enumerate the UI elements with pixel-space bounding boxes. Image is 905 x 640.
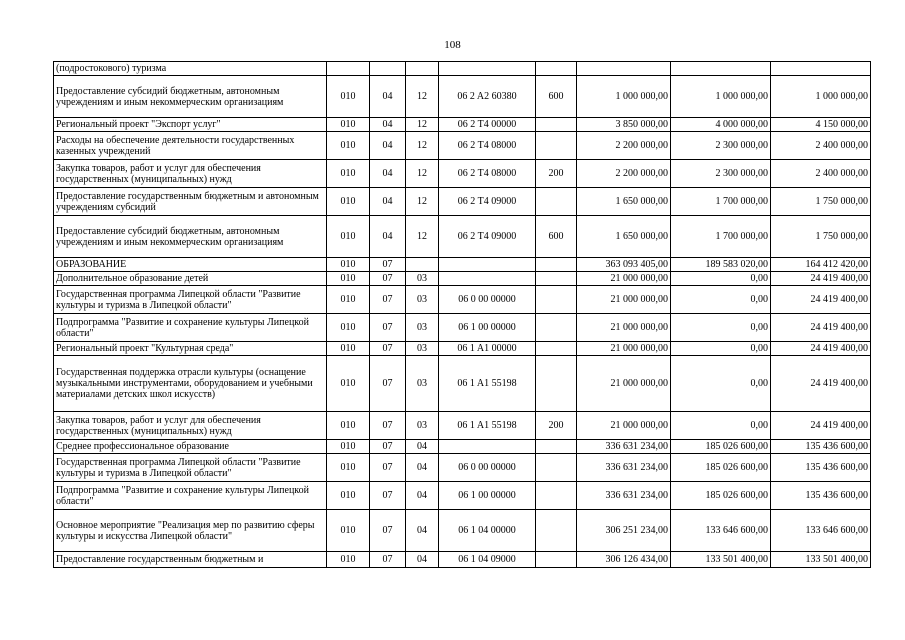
- target-article-cell: 06 1 00 00000: [439, 482, 536, 510]
- section-code-cell: 07: [370, 272, 406, 286]
- admin-code-cell: 010: [327, 160, 370, 188]
- target-article-cell: 06 0 00 00000: [439, 286, 536, 314]
- subsection-code-cell: 03: [406, 314, 439, 342]
- admin-code-cell: 010: [327, 314, 370, 342]
- expense-type-cell: [536, 272, 577, 286]
- expense-type-cell: [536, 118, 577, 132]
- row-name-cell: Расходы на обеспечение деятельности государственных казенных учреждений: [54, 132, 327, 160]
- subsection-code-cell: 03: [406, 342, 439, 356]
- amount-year1-cell: 21 000 000,00: [577, 356, 671, 412]
- subsection-code-cell: 04: [406, 482, 439, 510]
- expense-type-cell: 200: [536, 160, 577, 188]
- amount-year2-cell: 0,00: [671, 272, 771, 286]
- amount-year1-cell: 2 200 000,00: [577, 160, 671, 188]
- subsection-code-cell: 12: [406, 132, 439, 160]
- target-article-cell: [439, 258, 536, 272]
- row-name-cell: Дополнительное образование детей: [54, 272, 327, 286]
- row-name-cell: Подпрограмма "Развитие и сохранение культуры Липецкой области": [54, 314, 327, 342]
- section-code-cell: 07: [370, 314, 406, 342]
- amount-year3-cell: 1 750 000,00: [771, 216, 871, 258]
- table-row: [54, 272, 871, 286]
- amount-year2-cell: 1 700 000,00: [671, 216, 771, 258]
- section-code-cell: 07: [370, 482, 406, 510]
- section-code-cell: [370, 62, 406, 76]
- expense-type-cell: 600: [536, 76, 577, 118]
- subsection-code-cell: 04: [406, 454, 439, 482]
- section-code-cell: 07: [370, 454, 406, 482]
- target-article-cell: 06 2 A2 60380: [439, 76, 536, 118]
- amount-year1-cell: 1 000 000,00: [577, 76, 671, 118]
- amount-year2-cell: 0,00: [671, 286, 771, 314]
- row-name-cell: (подростокового) туризма: [54, 62, 327, 76]
- row-name-cell: ОБРАЗОВАНИЕ: [54, 258, 327, 272]
- admin-code-cell: 010: [327, 510, 370, 552]
- expense-type-cell: [536, 552, 577, 568]
- target-article-cell: 06 1 04 00000: [439, 510, 536, 552]
- table-row: [54, 314, 871, 342]
- amount-year3-cell: 135 436 600,00: [771, 454, 871, 482]
- amount-year3-cell: 135 436 600,00: [771, 482, 871, 510]
- expense-type-cell: [536, 482, 577, 510]
- amount-year3-cell: 1 000 000,00: [771, 76, 871, 118]
- target-article-cell: 06 1 A1 00000: [439, 342, 536, 356]
- section-code-cell: 07: [370, 258, 406, 272]
- expense-type-cell: [536, 286, 577, 314]
- admin-code-cell: 010: [327, 272, 370, 286]
- amount-year1-cell: 306 251 234,00: [577, 510, 671, 552]
- table-body: [54, 62, 871, 568]
- row-name-cell: Предоставление субсидий бюджетным, автономным учреждениям и иным некоммерческим организациям: [54, 76, 327, 118]
- expense-type-cell: 600: [536, 216, 577, 258]
- admin-code-cell: 010: [327, 440, 370, 454]
- amount-year1-cell: 2 200 000,00: [577, 132, 671, 160]
- amount-year1-cell: 21 000 000,00: [577, 272, 671, 286]
- row-name-cell: Предоставление субсидий бюджетным, автономным учреждениям и иным некоммерческим организациям: [54, 216, 327, 258]
- admin-code-cell: 010: [327, 286, 370, 314]
- amount-year3-cell: [771, 62, 871, 76]
- row-name-cell: Предоставление государственным бюджетным и: [54, 552, 327, 568]
- table-row: [54, 356, 871, 412]
- admin-code-cell: 010: [327, 76, 370, 118]
- subsection-code-cell: 12: [406, 118, 439, 132]
- section-code-cell: 07: [370, 286, 406, 314]
- amount-year3-cell: 24 419 400,00: [771, 356, 871, 412]
- amount-year2-cell: 0,00: [671, 342, 771, 356]
- amount-year1-cell: 336 631 234,00: [577, 454, 671, 482]
- section-code-cell: 07: [370, 440, 406, 454]
- amount-year1-cell: 1 650 000,00: [577, 188, 671, 216]
- amount-year1-cell: [577, 62, 671, 76]
- amount-year2-cell: 2 300 000,00: [671, 160, 771, 188]
- budget-table: [53, 61, 871, 568]
- section-code-cell: 04: [370, 132, 406, 160]
- table-row: [54, 440, 871, 454]
- expense-type-cell: [536, 258, 577, 272]
- amount-year3-cell: 164 412 420,00: [771, 258, 871, 272]
- row-name-cell: Подпрограмма "Развитие и сохранение культуры Липецкой области": [54, 482, 327, 510]
- amount-year2-cell: 1 000 000,00: [671, 76, 771, 118]
- table-row: [54, 118, 871, 132]
- subsection-code-cell: 03: [406, 412, 439, 440]
- table-row: [54, 160, 871, 188]
- section-code-cell: 04: [370, 188, 406, 216]
- target-article-cell: [439, 272, 536, 286]
- amount-year1-cell: 336 631 234,00: [577, 482, 671, 510]
- target-article-cell: 06 2 T4 08000: [439, 160, 536, 188]
- amount-year2-cell: 4 000 000,00: [671, 118, 771, 132]
- table-row: [54, 342, 871, 356]
- subsection-code-cell: 12: [406, 216, 439, 258]
- target-article-cell: 06 2 T4 00000: [439, 118, 536, 132]
- amount-year3-cell: 24 419 400,00: [771, 314, 871, 342]
- target-article-cell: 06 2 T4 08000: [439, 132, 536, 160]
- amount-year3-cell: 24 419 400,00: [771, 286, 871, 314]
- amount-year2-cell: 189 583 020,00: [671, 258, 771, 272]
- table-row: [54, 412, 871, 440]
- row-name-cell: Предоставление государственным бюджетным и автономным учреждениям субсидий: [54, 188, 327, 216]
- subsection-code-cell: 04: [406, 440, 439, 454]
- table-row: [54, 76, 871, 118]
- subsection-code-cell: [406, 258, 439, 272]
- amount-year1-cell: 21 000 000,00: [577, 314, 671, 342]
- amount-year1-cell: 21 000 000,00: [577, 412, 671, 440]
- amount-year3-cell: 24 419 400,00: [771, 272, 871, 286]
- section-code-cell: 04: [370, 76, 406, 118]
- amount-year2-cell: [671, 62, 771, 76]
- amount-year2-cell: 0,00: [671, 314, 771, 342]
- amount-year1-cell: 3 850 000,00: [577, 118, 671, 132]
- table-row: [54, 132, 871, 160]
- table-row: [54, 188, 871, 216]
- amount-year3-cell: 133 646 600,00: [771, 510, 871, 552]
- page-number: 108: [444, 39, 461, 51]
- row-name-cell: Закупка товаров, работ и услуг для обеспечения государственных (муниципальных) нужд: [54, 412, 327, 440]
- expense-type-cell: [536, 188, 577, 216]
- amount-year1-cell: 306 126 434,00: [577, 552, 671, 568]
- table-row: [54, 286, 871, 314]
- subsection-code-cell: 12: [406, 160, 439, 188]
- row-name-cell: Государственная программа Липецкой области "Развитие культуры и туризма в Липецкой области": [54, 286, 327, 314]
- amount-year1-cell: 336 631 234,00: [577, 440, 671, 454]
- amount-year1-cell: 363 093 405,00: [577, 258, 671, 272]
- admin-code-cell: 010: [327, 216, 370, 258]
- amount-year3-cell: 135 436 600,00: [771, 440, 871, 454]
- section-code-cell: 07: [370, 552, 406, 568]
- amount-year3-cell: 24 419 400,00: [771, 342, 871, 356]
- subsection-code-cell: 03: [406, 272, 439, 286]
- table-row: [54, 258, 871, 272]
- amount-year3-cell: 4 150 000,00: [771, 118, 871, 132]
- subsection-code-cell: 03: [406, 356, 439, 412]
- amount-year3-cell: 2 400 000,00: [771, 160, 871, 188]
- subsection-code-cell: 12: [406, 76, 439, 118]
- amount-year2-cell: 0,00: [671, 356, 771, 412]
- expense-type-cell: [536, 342, 577, 356]
- target-article-cell: 06 2 T4 09000: [439, 188, 536, 216]
- admin-code-cell: 010: [327, 454, 370, 482]
- admin-code-cell: 010: [327, 132, 370, 160]
- table-row: [54, 454, 871, 482]
- admin-code-cell: 010: [327, 482, 370, 510]
- row-name-cell: Региональный проект "Культурная среда": [54, 342, 327, 356]
- table-row: [54, 62, 871, 76]
- amount-year2-cell: 133 646 600,00: [671, 510, 771, 552]
- target-article-cell: [439, 440, 536, 454]
- target-article-cell: [439, 62, 536, 76]
- section-code-cell: 04: [370, 160, 406, 188]
- amount-year2-cell: 2 300 000,00: [671, 132, 771, 160]
- table-row: [54, 216, 871, 258]
- target-article-cell: 06 1 00 00000: [439, 314, 536, 342]
- subsection-code-cell: 12: [406, 188, 439, 216]
- target-article-cell: 06 2 T4 09000: [439, 216, 536, 258]
- target-article-cell: 06 1 04 09000: [439, 552, 536, 568]
- section-code-cell: 07: [370, 342, 406, 356]
- expense-type-cell: [536, 62, 577, 76]
- section-code-cell: 04: [370, 216, 406, 258]
- subsection-code-cell: 04: [406, 552, 439, 568]
- admin-code-cell: [327, 62, 370, 76]
- expense-type-cell: [536, 132, 577, 160]
- admin-code-cell: 010: [327, 412, 370, 440]
- amount-year2-cell: 133 501 400,00: [671, 552, 771, 568]
- amount-year3-cell: 24 419 400,00: [771, 412, 871, 440]
- amount-year2-cell: 0,00: [671, 412, 771, 440]
- table-row: [54, 510, 871, 552]
- amount-year3-cell: 2 400 000,00: [771, 132, 871, 160]
- expense-type-cell: [536, 440, 577, 454]
- amount-year2-cell: 185 026 600,00: [671, 454, 771, 482]
- row-name-cell: Среднее профессиональное образование: [54, 440, 327, 454]
- amount-year1-cell: 21 000 000,00: [577, 286, 671, 314]
- subsection-code-cell: [406, 62, 439, 76]
- row-name-cell: Закупка товаров, работ и услуг для обеспечения государственных (муниципальных) нужд: [54, 160, 327, 188]
- row-name-cell: Государственная поддержка отрасли культуры (оснащение музыкальными инструментами, оборудованием и учебными материалами детских школ искусств): [54, 356, 327, 412]
- row-name-cell: Региональный проект "Экспорт услуг": [54, 118, 327, 132]
- expense-type-cell: [536, 510, 577, 552]
- amount-year2-cell: 185 026 600,00: [671, 440, 771, 454]
- admin-code-cell: 010: [327, 188, 370, 216]
- expense-type-cell: [536, 314, 577, 342]
- amount-year1-cell: 21 000 000,00: [577, 342, 671, 356]
- section-code-cell: 07: [370, 356, 406, 412]
- target-article-cell: 06 0 00 00000: [439, 454, 536, 482]
- admin-code-cell: 010: [327, 356, 370, 412]
- expense-type-cell: 200: [536, 412, 577, 440]
- amount-year2-cell: 185 026 600,00: [671, 482, 771, 510]
- row-name-cell: Государственная программа Липецкой области "Развитие культуры и туризма в Липецкой области": [54, 454, 327, 482]
- row-name-cell: Основное мероприятие "Реализация мер по развитию сферы культуры и искусства Липецкой области": [54, 510, 327, 552]
- admin-code-cell: 010: [327, 258, 370, 272]
- amount-year1-cell: 1 650 000,00: [577, 216, 671, 258]
- section-code-cell: 07: [370, 510, 406, 552]
- target-article-cell: 06 1 A1 55198: [439, 412, 536, 440]
- admin-code-cell: 010: [327, 552, 370, 568]
- table-row: [54, 482, 871, 510]
- table-row: [54, 552, 871, 568]
- section-code-cell: 04: [370, 118, 406, 132]
- amount-year3-cell: 1 750 000,00: [771, 188, 871, 216]
- subsection-code-cell: 03: [406, 286, 439, 314]
- expense-type-cell: [536, 454, 577, 482]
- subsection-code-cell: 04: [406, 510, 439, 552]
- section-code-cell: 07: [370, 412, 406, 440]
- admin-code-cell: 010: [327, 118, 370, 132]
- amount-year3-cell: 133 501 400,00: [771, 552, 871, 568]
- expense-type-cell: [536, 356, 577, 412]
- admin-code-cell: 010: [327, 342, 370, 356]
- amount-year2-cell: 1 700 000,00: [671, 188, 771, 216]
- target-article-cell: 06 1 A1 55198: [439, 356, 536, 412]
